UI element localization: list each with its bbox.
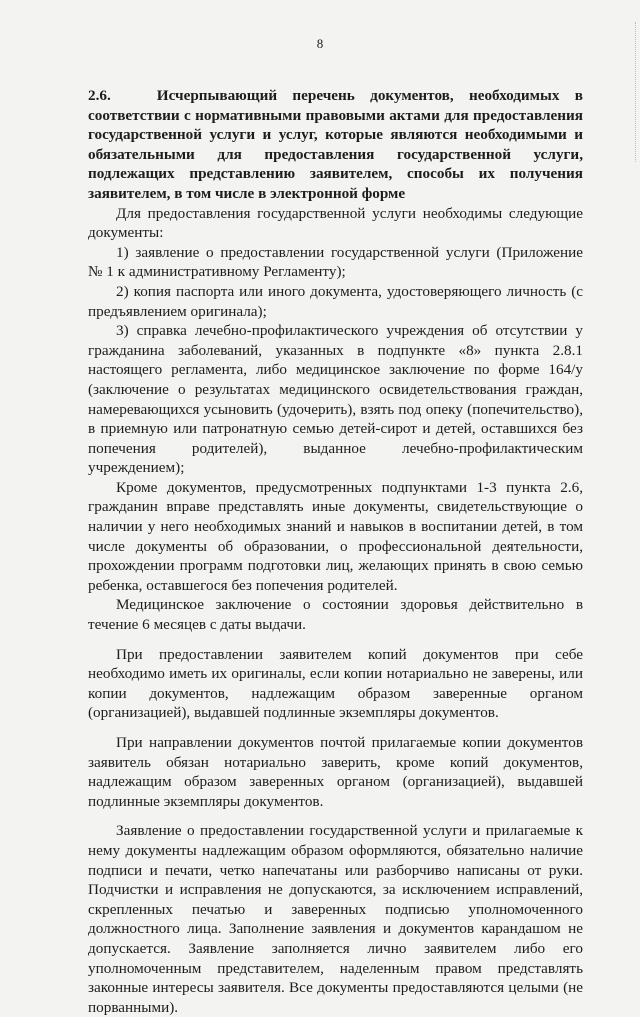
paragraph-postal-submission: При направлении документов почтой прилагаемые копии документов заявитель обязан нотариально заверить, кроме копий документов, надлежащим образом заверенных органом (организацией), выдавшей подлинные экземпляры документов. (88, 734, 583, 810)
intro-paragraph: Для предоставления государственной услуги необходимы следующие документы: (88, 204, 583, 242)
paragraph-medical-validity: Медицинское заключение о состоянии здоровья действительно в течение 6 месяцев с даты выдачи. (88, 596, 583, 634)
document-body (88, 86, 583, 1017)
paragraph-copies-originals: При предоставлении заявителем копий документов при себе необходимо иметь их оригиналы, если копии нотариально не заверены, или копии документов, надлежащим образом заверенные органом (организацией), выдавшей подлинные экземпляры документов. (88, 645, 583, 722)
list-item: 1) заявление о предоставлении государственной услуги (Приложение № 1 к административному Регламенту); (88, 243, 583, 281)
scan-edge-marks (631, 22, 636, 162)
section-number: 2.6. (88, 87, 111, 104)
paragraph-form-requirements: Заявление о предоставлении государственной услуги и прилагаемые к нему документы надлежащим образом оформляются, обязательно наличие подписи и печати, четко напечатаны или разборчиво написаны от руки. Подчистки и исправления не допускаются, за исключением исправлений, скрепленных печатью и заверенных подписью уполномоченного должностного лица. Заполнение заявления и документов карандашом не допускается. Заявление заполняется лично заявителем либо его уполномоченным представителем, наделенным правом представлять законные интересы заявителя. Все документы предоставляются целыми (не порванными). (88, 822, 583, 1016)
section-heading (88, 86, 583, 204)
section-title: Исчерпывающий перечень документов, необходимых в соответствии с нормативными правовыми актами для предоставления государственной услуги и услуг, которые являются необходимыми и обязательными для предоставления государственной услуги, подлежащих представлению заявителем, способы их получения заявителем, в том числе в электронной форме (88, 87, 584, 202)
paragraph-additional-documents: Кроме документов, предусмотренных подпунктами 1-3 пункта 2.6, гражданин вправе представлять иные документы, свидетельствующие о наличии у него необходимых знаний и навыков в воспитании детей, в том числе документы об образовании, о профессиональной деятельности, прохождении программ подготовки лиц, желающих принять в свою семью ребенка, оставшегося без попечения родителей. (88, 478, 583, 594)
list-item: 3) справка лечебно-профилактического учреждения об отсутствии у гражданина заболеваний, указанных в подпункте «8» пункта 2.8.1 настоящего регламента, либо медицинское заключение по форме 164/у (заключение о результатах медицинского освидетельствования граждан, намеревающихся усыновить (удочерить), взять под опеку (попечительство), в приемную или патронатную семью детей-сирот и детей, оставшихся без попечения родителей), выданное лечебно-профилактическим учреждением); (88, 322, 583, 477)
page-number: 8 (316, 36, 324, 51)
list-item: 2) копия паспорта или иного документа, удостоверяющего личность (с предъявлением оригинала); (88, 282, 583, 320)
